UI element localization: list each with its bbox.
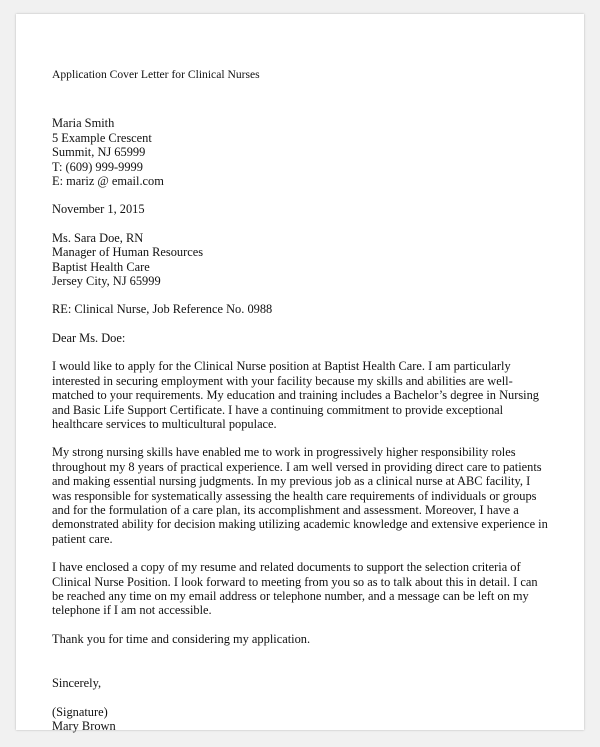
paragraph-line: be reached any time on my email address or telephone number, and a message can be left on my [52, 588, 529, 603]
paragraph-line: Clinical Nurse Position. I look forward to meeting from you so as to talk about this in detail. I can [52, 574, 538, 589]
letter-content [52, 68, 556, 747]
salutation [52, 331, 556, 345]
signature-placeholder: (Signature) [52, 704, 108, 719]
paragraph-line: and Basic Life Support Certificate. I have a continuing commitment to provide exceptional [52, 402, 504, 417]
letter-date [52, 202, 556, 216]
sender-phone: T: (609) 999-9999 [52, 159, 143, 174]
paragraph-line: matched to your requirements. My education and training includes a Bachelor’s degree in Nursing [52, 388, 539, 403]
recipient-address [52, 231, 556, 289]
signer-name: Mary Brown [52, 719, 116, 733]
sender-name: Maria Smith [52, 116, 115, 131]
paragraph-line: I have enclosed a copy of my resume and related documents to support the selection criteria of [52, 560, 521, 575]
paragraph-line: throughout my 8 years of practical experience. I am well versed in providing direct care to patients [52, 459, 542, 474]
paragraph-line: was responsible for systematically assessing the health care requirements of individuals or groups [52, 488, 537, 503]
salutation-text: Dear Ms. Doe: [52, 330, 126, 345]
document-page [16, 14, 584, 733]
recipient-org: Baptist Health Care [52, 259, 150, 274]
paragraph-line: patient care. [52, 531, 113, 546]
sender-address [52, 116, 556, 188]
body-paragraph-1 [52, 359, 556, 431]
document-title: Application Cover Letter for Clinical Nurses [52, 68, 260, 81]
recipient-city: Jersey City, NJ 65999 [52, 274, 161, 289]
recipient-name: Ms. Sara Doe, RN [52, 230, 144, 245]
paragraph-line: My strong nursing skills have enabled me to work in progressively higher responsibility roles [52, 445, 516, 460]
sender-city: Summit, NJ 65999 [52, 145, 146, 160]
paragraph-line: demonstrated ability for decision making utilizing academic knowledge and extensive experience in [52, 517, 548, 532]
subject-line [52, 302, 556, 316]
paragraph-line: and making essential nursing judgments. In my previous job as a clinical nurse at ABC facility, I [52, 474, 531, 489]
subject-text: RE: Clinical Nurse, Job Reference No. 0988 [52, 302, 273, 317]
closing [52, 676, 556, 690]
sender-street: 5 Example Crescent [52, 130, 152, 145]
paragraph-line: healthcare services to multicultural populace. [52, 416, 277, 431]
closing-text: Sincerely, [52, 676, 102, 691]
paragraph-line: telephone if I am not accessible. [52, 603, 212, 618]
date-text: November 1, 2015 [52, 202, 145, 217]
body-paragraph-3 [52, 560, 556, 618]
paragraph-line: interested in securing employment with your facility because my skills and abilities are well- [52, 373, 513, 388]
paragraph-line: I would like to apply for the Clinical Nurse position at Baptist Health Care. I am particularly [52, 359, 511, 374]
signature-block [52, 705, 556, 734]
paragraph-line: Thank you for time and considering my application. [52, 631, 311, 646]
recipient-title: Manager of Human Resources [52, 245, 204, 260]
body-paragraph-4 [52, 632, 556, 646]
paragraph-line: and for the formulation of a care plan, its accomplishment and assessment. Moreover, I have a [52, 502, 519, 517]
body-paragraph-2 [52, 445, 556, 546]
sender-email: E: mariz @ email.com [52, 174, 164, 189]
